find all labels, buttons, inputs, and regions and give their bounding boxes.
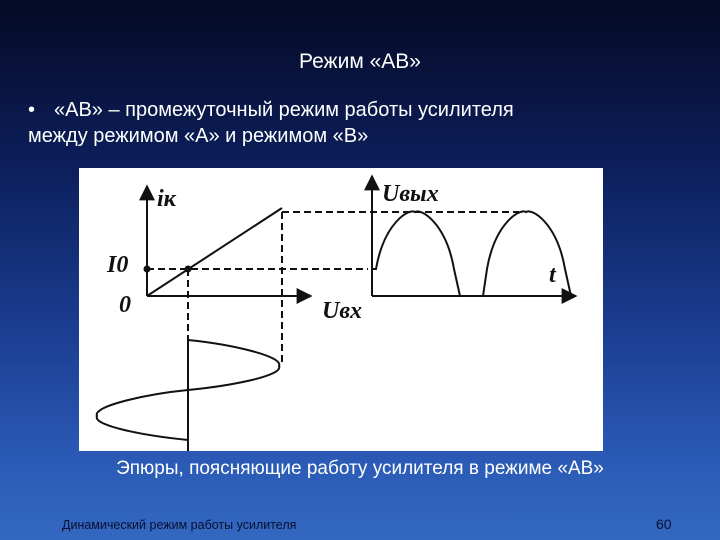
slide-title: Режим «АВ» (299, 50, 421, 73)
ik-label: iк (157, 186, 176, 212)
waveform-diagram (79, 168, 603, 451)
waveform-figure (79, 168, 603, 451)
zero-label: 0 (119, 292, 131, 318)
bullet-line-1 (28, 97, 698, 123)
bullet-line-1-text: «АВ» – промежуточный режим работы усилителя (54, 99, 514, 121)
footer-text: Динамический режим работы усилителя (62, 518, 297, 532)
bullet-marker: • (28, 99, 36, 121)
transfer-line (147, 208, 282, 296)
bullet-line-2: между режимом «А» и режимом «В» (28, 125, 369, 147)
i0-label: I0 (107, 252, 129, 278)
figure-caption: Эпюры, поясняющие работу усилителя в режиме «АВ» (116, 458, 604, 479)
output-waveform (372, 211, 571, 296)
page-number: 60 (656, 516, 672, 532)
t-label: t (549, 262, 556, 288)
bullet-text (28, 97, 698, 149)
uvyx-label: Uвых (382, 181, 439, 207)
uvx-label: Uвх (322, 298, 363, 324)
i0-point (144, 266, 151, 273)
